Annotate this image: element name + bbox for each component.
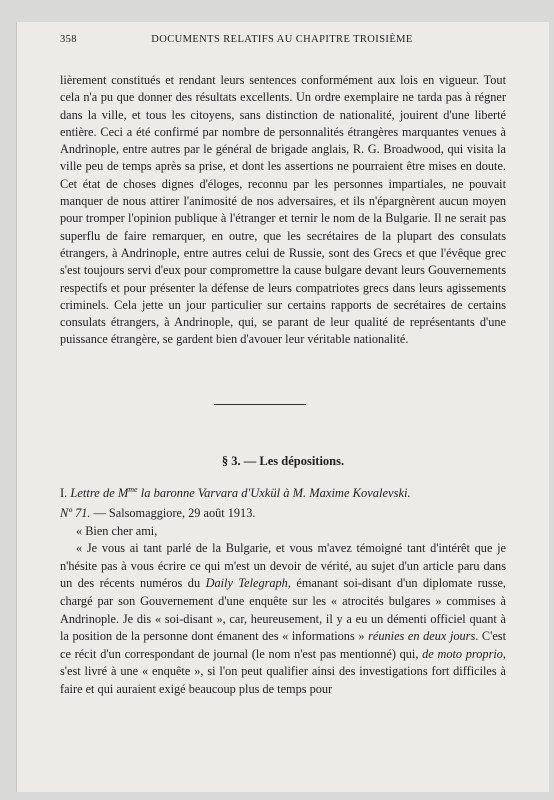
running-header: [60, 34, 504, 50]
salutation: « Bien cher ami,: [76, 523, 158, 538]
letter-title: [60, 481, 506, 502]
section-divider: [214, 404, 306, 405]
letter-body: [60, 505, 506, 699]
document-number: Nº 71.: [60, 506, 91, 520]
continued-paragraph: [60, 72, 506, 349]
letter-numeral: I.: [60, 486, 68, 501]
journal-name: Daily Telegraph: [205, 576, 288, 591]
place-date: — Salsomaggiore, 29 août 1913.: [90, 506, 256, 520]
letter-dateline: [60, 505, 506, 523]
paragraph-text: lièrement constitués et rendant leurs sentences conformément aux lois en vigueur. Tout cela n'a pu que donner des résultats excellents. Un ordre exemplaire ne tarda pas à régner dans la ville, et tous les citoyens, sans distinction de nationalité, jouirent d'une liberté entière. Ceci a été confirmé par nombre de personnalités étrangères marquantes venues à Andrinople, entre autres par le général de brigade anglais, R. G. Broadwood, qui visita la ville peu de temps après sa prise, et dont les assertions ne pourraient être mises en doute. Cet état de choses dignes d'éloges, reconnu par les personnes impartiales, ne pouvait manquer de nous attirer l'animosité de nos adversaires, et ils n'épargnèrent aucun moyen pour tromper l'opinion publique à l'étranger et ternir le nom de la Bulgarie. Il ne serait pas superflu de faire remarquer, en outre, que les secrétaires de la plupart des consulats étrangers, à Andrinople, entre autres celui de Russie, sont des Grecs et que l'évêque grec s'est toujours servi d'eux pour compromettre la cause bulgare devant leurs Gouvernements respectifs et pour présenter la défense de leurs compatriotes grecs dans leurs agissements criminels. Cela jette un jour particulier sur certains rapports de secrétaires de certains consulats étrangers, à Andrinople, qui, se parant de leur qualité de représentants d'une puissance étrangère, se gardent bien d'avouer leur véritable nationalité.: [60, 73, 506, 347]
letter-title-text: Lettre de $M^{me}$ la baronne Varvara d'Uxkül à M. Maxime Kovalevski.: [70, 485, 411, 501]
page-number: 358: [60, 34, 77, 45]
running-title: DOCUMENTS RELATIFS AU CHAPITRE TROISIÈME: [151, 34, 413, 45]
letter-paragraph: « Je vous ai tant parlé de la Bulgarie, et vous m'avez témoigné tant d'intérêt que je n'hésite pas à vous écrire ce qui m'est un devoir de vérité, au sujet d'un article paru dans un des récents numéros du Daily Telegraph, émanant soi-disant d'un diplomate russe, chargé par son Gouvernement d'une enquête sur les « atrocités bulgares » commises à Andrinople. Je dis « soi-disant », car, heureusement, il y a eu un démenti officiel quant à la position de la personne dont émanent des « informations » réunies en deux jours. C'est ce récit d'un correspondant de journal (le nom n'est pas mentionné) qui, de moto proprio, s'est livré à une « enquête », si l'on peut qualifier ainsi des investigations fort difficiles à faire et qui auraient exigé beaucoup plus de temps pour: [60, 541, 507, 696]
section-heading: § 3. — Les dépositions.: [221, 454, 345, 468]
